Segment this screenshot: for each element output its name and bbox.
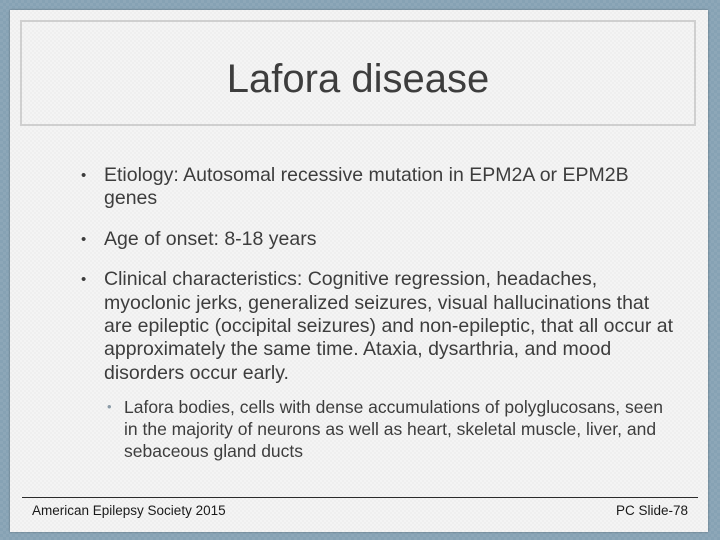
slide-title: Lafora disease bbox=[226, 57, 490, 101]
title-frame bbox=[20, 20, 696, 126]
bullet-text: Age of onset: 8-18 years bbox=[104, 227, 317, 250]
bullet-list bbox=[74, 164, 674, 462]
footer-rule bbox=[22, 497, 698, 498]
bullet-clinical-characteristics bbox=[74, 268, 674, 385]
bullet-text: Etiology: Autosomal recessive mutation in EPM2A or EPM2B genes bbox=[104, 164, 629, 210]
bullet-text: Clinical characteristics: Cognitive regression, headaches, myoclonic jerks, generalized seizures, visual hallucinations that are epileptic (occipital seizures) and non-epileptic, that all occur at approximately the same time. Ataxia, dysarthria, and mood disorders occur early. bbox=[104, 268, 674, 384]
bullet-marker: • bbox=[81, 271, 87, 289]
footer-slide-number: PC Slide-78 bbox=[615, 503, 688, 518]
bullet-marker: • bbox=[81, 230, 87, 248]
footer-organization: American Epilepsy Society 2015 bbox=[32, 503, 226, 518]
bullet-etiology bbox=[74, 164, 674, 211]
sub-bullet-lafora-bodies bbox=[74, 396, 674, 462]
bullet-age-of-onset bbox=[74, 228, 674, 251]
bullet-marker: • bbox=[81, 167, 87, 184]
sub-bullet-marker: • bbox=[107, 399, 112, 415]
sub-bullet-text: Lafora bodies, cells with dense accumulations of polyglucosans, seen in the majority of neurons as well as heart, skeletal muscle, liver, and sebaceous gland ducts bbox=[124, 397, 663, 462]
